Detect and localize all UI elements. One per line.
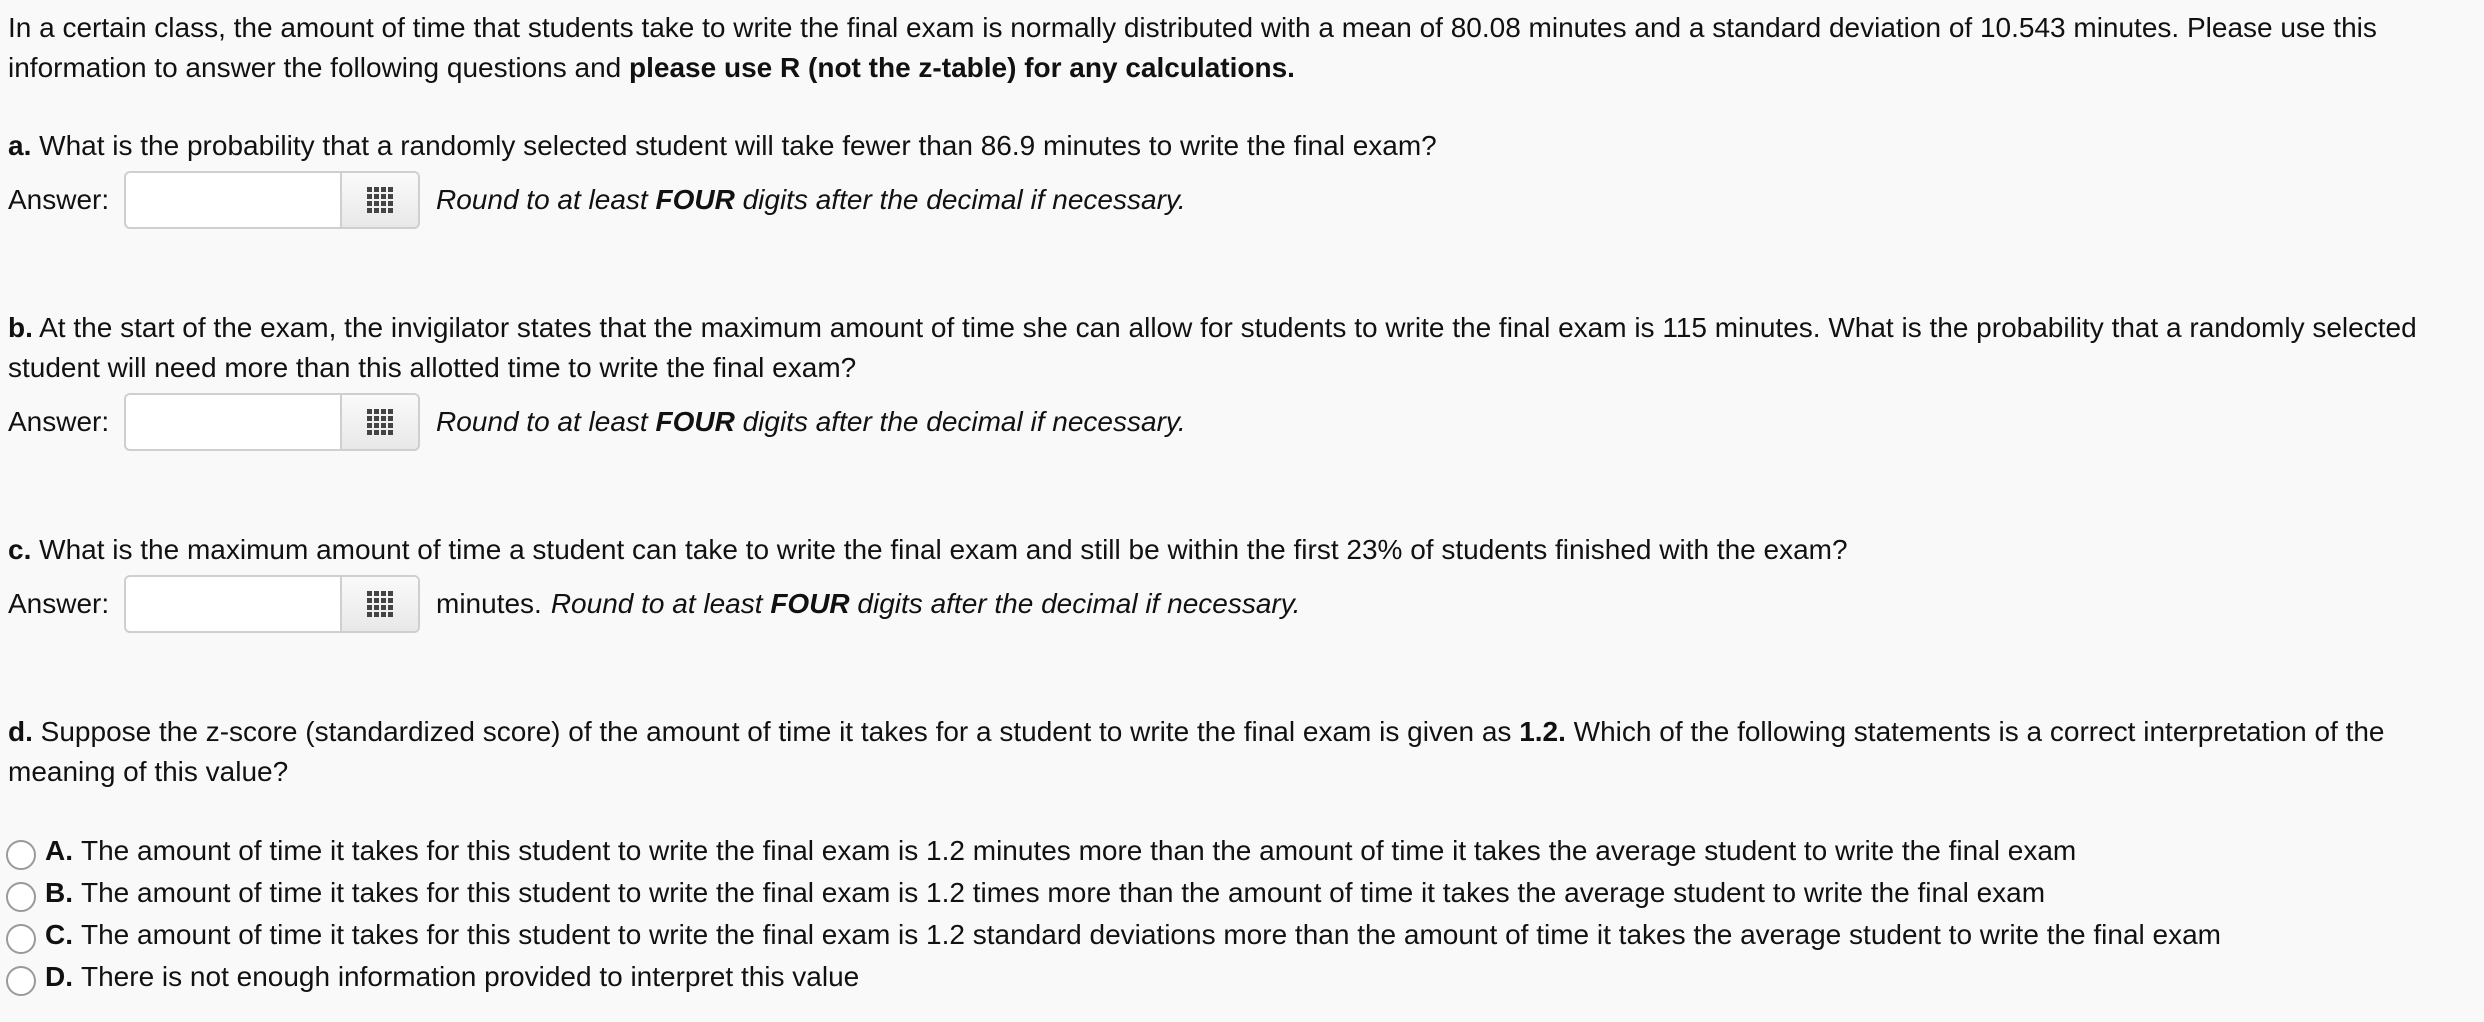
rounding-hint: Round to at least FOUR digits after the decimal if necessary. bbox=[550, 588, 1301, 619]
option-text: There is not enough information provided to interpret this value bbox=[81, 961, 860, 992]
rounding-hint: Round to at least FOUR digits after the decimal if necessary. bbox=[436, 406, 1186, 437]
option-b-radio[interactable] bbox=[6, 882, 36, 912]
option-a-radio[interactable] bbox=[6, 840, 36, 870]
question-c-label: c. bbox=[8, 534, 32, 565]
option-letter: C. bbox=[45, 919, 73, 950]
question-b-answer-box bbox=[124, 393, 420, 451]
question-a-answer-box bbox=[124, 171, 420, 229]
question-c-text: c. What is the maximum amount of time a student can take to write the final exam and still be within the first 23% of students finished with the exam? bbox=[8, 534, 1848, 565]
question-a-answer-input[interactable] bbox=[126, 173, 340, 227]
option-d-radio[interactable] bbox=[6, 966, 36, 996]
question-d-label: d. bbox=[8, 716, 33, 747]
answer-label: Answer: bbox=[8, 406, 110, 437]
question-a-math-palette-button[interactable] bbox=[340, 173, 418, 227]
grid-icon bbox=[367, 187, 393, 213]
question-b-math-palette-button[interactable] bbox=[340, 395, 418, 449]
question-d-options bbox=[8, 830, 2484, 998]
option-letter: A. bbox=[45, 835, 73, 866]
option-text: The amount of time it takes for this student to write the final exam is 1.2 times more than the amount of time it takes the average student to write the final exam bbox=[81, 877, 2046, 908]
question-c-answer-input[interactable] bbox=[126, 577, 340, 631]
option-c[interactable] bbox=[6, 914, 2484, 956]
rounding-hint: Round to at least FOUR digits after the decimal if necessary. bbox=[436, 184, 1186, 215]
answer-label: Answer: bbox=[8, 184, 110, 215]
intro-text: In a certain class, the amount of time that students take to write the final exam is normally distributed with a mean of 80.08 minutes and a standard deviation of 10.543 minutes. Please use this information to answer the following questions and please use R (not the z-table) for any calculations. bbox=[8, 12, 2377, 83]
option-c-radio[interactable] bbox=[6, 924, 36, 954]
option-text: The amount of time it takes for this student to write the final exam is 1.2 standard deviations more than the amount of time it takes the average student to write the final exam bbox=[81, 919, 2222, 950]
question-b-text: b. At the start of the exam, the invigilator states that the maximum amount of time she can allow for students to write the final exam is 115 minutes. What is the probability that a randomly selected student will need more than this allotted time to write the final exam? bbox=[8, 312, 2417, 383]
grid-icon bbox=[367, 591, 393, 617]
question-c-answer-box bbox=[124, 575, 420, 633]
z-score-value: 1.2. bbox=[1519, 716, 1566, 747]
question-a-label: a. bbox=[8, 130, 32, 161]
option-d[interactable] bbox=[6, 956, 2484, 998]
option-b[interactable] bbox=[6, 872, 2484, 914]
question-b-label: b. bbox=[8, 312, 33, 343]
answer-label: Answer: bbox=[8, 588, 110, 619]
question-b-answer-input[interactable] bbox=[126, 395, 340, 449]
option-a[interactable] bbox=[6, 830, 2484, 872]
question-c-answer-row bbox=[8, 574, 2484, 634]
grid-icon bbox=[367, 409, 393, 435]
intro-bold-instruction: please use R (not the z-table) for any calculations. bbox=[629, 52, 1295, 83]
option-text: The amount of time it takes for this student to write the final exam is 1.2 minutes more than the amount of time it takes the average student to write the final exam bbox=[81, 835, 2077, 866]
question-c-math-palette-button[interactable] bbox=[340, 577, 418, 631]
option-letter: D. bbox=[45, 961, 73, 992]
question-a-answer-row bbox=[8, 170, 2484, 230]
question-b-answer-row bbox=[8, 392, 2484, 452]
question-d-text: d. Suppose the z-score (standardized score) of the amount of time it takes for a student to write the final exam is given as 1.2. Which of the following statements is a correct interpretation of the meaning of this value? bbox=[8, 716, 2385, 787]
question-a-text: a. What is the probability that a randomly selected student will take fewer than 86.9 minutes to write the final exam? bbox=[8, 130, 1437, 161]
unit-label: minutes. bbox=[436, 588, 542, 619]
option-letter: B. bbox=[45, 877, 73, 908]
